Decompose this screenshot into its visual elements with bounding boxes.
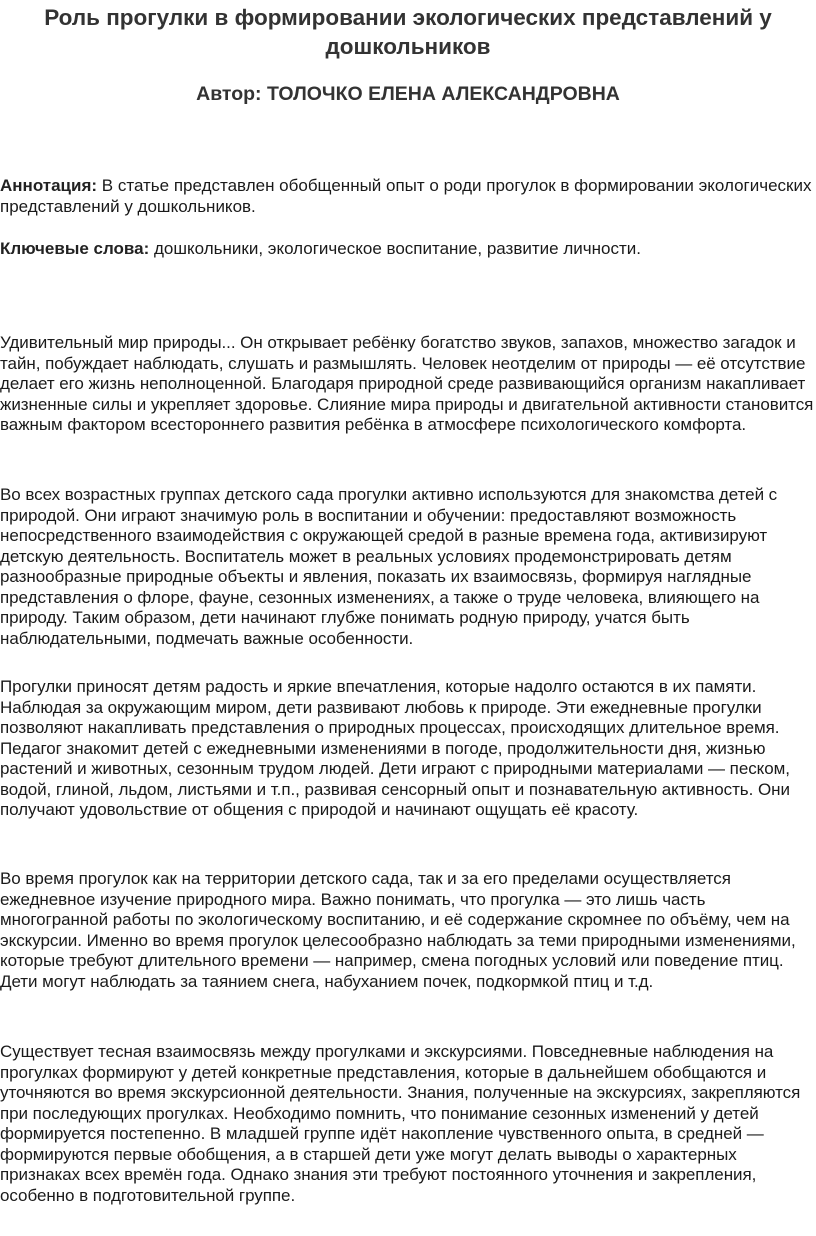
author-name: ТОЛОЧКО ЕЛЕНА АЛЕКСАНДРОВНА xyxy=(266,83,620,105)
keywords-label: Ключевые слова: xyxy=(0,239,150,258)
article-title-line-2: дошкольников xyxy=(325,34,491,59)
keywords xyxy=(0,238,816,259)
body-paragraph-4: Во время прогулок как на территории детского сада, так и за его пределами осуществляется ежедневное изучение природного мира. Важно понимать, что прогулка — это лишь часть многогранной работы по экологическому воспитанию, и её содержание скромнее по объёму, чем на экскурсии. Именно во время прогулок целесообразно наблюдать за теми природными изменениями, которые требуют длительного времени — например, смена погодных условий или поведение птиц. Дети могут наблюдать за таянием снега, набуханием почек, подкормкой птиц и т.д. xyxy=(0,869,796,991)
article-title-line-1: Роль прогулки в формировании экологических представлений у xyxy=(44,5,772,30)
annotation xyxy=(0,175,816,217)
body-paragraph-1: Удивительный мир природы... Он открывает ребёнку богатство звуков, запахов, множество загадок и тайн, побуждает наблюдать, слушать и размышлять. Человек неотделим от природы — её отсутствие делает его жизнь неполноценной. Благодаря природной среде развивающийся организм накапливает жизненные силы и укрепляет здоровье. Слияние мира природы и двигательной активности становится важным фактором всестороннего развития ребёнка в атмосфере психологического комфорта. xyxy=(0,333,814,434)
article-title xyxy=(0,3,816,61)
body-paragraph-2: Во всех возрастных группах детского сада прогулки активно используются для знакомства детей с природой. Они играют значимую роль в воспитании и обучении: предоставляют возможность непосредственного взаимодействия с окружающей средой в разные времена года, активизируют детскую деятельность. Воспитатель может в реальных условиях продемонстрировать детям разнообразные природные объекты и явления, показать их взаимосвязь, формируя наглядные представления о флоре, фауне, сезонных изменениях, а также о труде человека, влияющего на природу. Таким образом, дети начинают глубже понимать родную природу, учатся быть наблюдательными, подмечать важные особенности. xyxy=(0,485,778,648)
body-paragraph-5: Существует тесная взаимосвязь между прогулками и экскурсиями. Повседневные наблюдения на прогулках формируют у детей конкретные представления, которые в дальнейшем обобщаются и уточняются во время экскурсионной деятельности. Знания, полученные на экскурсиях, закрепляются при последующих прогулках. Необходимо помнить, что понимание сезонных изменений у детей формируется постепенно. В младшей группе идёт накопление чувственного опыта, в средней — формируются первые обобщения, а в старшей дети уже могут делать выводы о характерных признаках всех времён года. Однако знания эти требуют постоянного уточнения и закрепления, особенно в подготовительной группе. xyxy=(0,1042,801,1205)
keywords-text: дошкольники, экологическое воспитание, развитие личности. xyxy=(154,239,641,258)
author-label: Автор: xyxy=(196,83,262,105)
annotation-label: Аннотация: xyxy=(0,176,98,195)
article-author xyxy=(0,81,816,107)
annotation-text: В статье представлен обобщенный опыт о роди прогулок в формировании экологических представлений у дошкольников. xyxy=(0,176,812,216)
body-paragraph-3: Прогулки приносят детям радость и яркие впечатления, которые надолго остаются в их памяти. Наблюдая за окружающим миром, дети развивают любовь к природе. Эти ежедневные прогулки позволяют накапливать представления о природных процессах, происходящих длительное время. Педагог знакомит детей с ежедневными изменениями в погоде, продолжительности дня, жизнью растений и животных, сезонным трудом людей. Дети играют с природными материалами — песком, водой, глиной, льдом, листьями и т.п., развивая сенсорный опыт и познавательную активность. Они получают удовольствие от общения с природой и начинают ощущать её красоту. xyxy=(0,677,790,819)
